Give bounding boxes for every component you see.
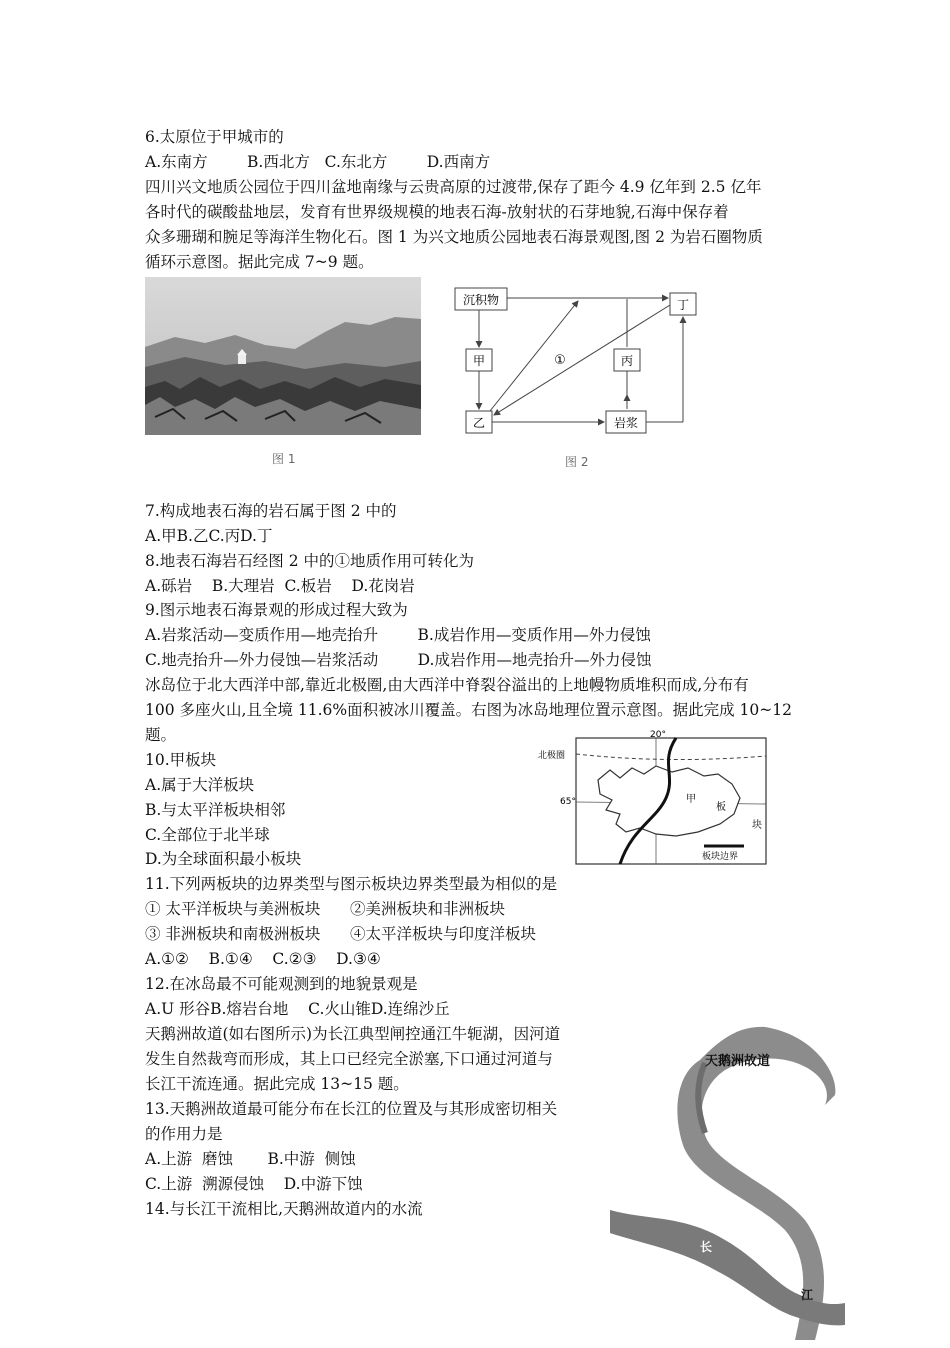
longitude-20-label: 20° [650,730,666,740]
q9-options-ab: A.岩浆活动—变质作用—地壳抬升 B.成岩作用—变质作用—外力侵蚀 [145,626,651,644]
q10-option-c: C.全部位于北半球 [145,826,270,844]
label-magma: 岩浆 [613,416,639,430]
q10-option-d: D.为全球面积最小板块 [145,850,302,868]
river-label-jiang: 江 [801,1288,814,1302]
q6-stem: 6.太原位于甲城市的 [145,128,284,146]
passage-line: 长江干流连通。据此完成 13~15 题。 [145,1075,409,1093]
figure-1-photo [145,277,421,439]
q12-stem: 12.在冰岛最不可能观测到的地貌景观是 [145,975,418,993]
label-sediment: 沉积物 [462,293,500,307]
figure-1-caption: 图 1 [272,452,296,466]
passage-line: 天鹅洲故道(如右图所示)为长江典型闸控通江牛轭湖，因河道 [145,1025,561,1043]
q10-option-b: B.与太平洋板块相邻 [145,801,286,819]
q8-options: A.砾岩 B.大理岩 C.板岩 D.花岗岩 [145,577,415,595]
q7-stem: 7.构成地表石海的岩石属于图 2 中的 [145,502,397,520]
q10-option-a: A.属于大洋板块 [145,776,255,794]
river-label-chang: 长 [700,1240,713,1254]
passage-line: 100 多座火山,且全境 11.6%面积被冰川覆盖。右图为冰岛地理位置示意图。据此完成 10~12 [145,701,792,719]
q11-stem: 11.下列两板块的边界类型与图示板块边界类型最为相似的是 [145,875,558,893]
plate-label-kuai: 块 [752,820,762,831]
passage-line: 循环示意图。据此完成 7~9 题。 [145,253,374,271]
plate-label-jia: 甲 [686,794,696,805]
arctic-circle-label: 北极圈 [538,751,566,761]
passage-line: 冰岛位于北大西洋中部,靠近北极圈,由大西洋中脊裂谷溢出的上地幔物质堆积而成,分布有 [145,676,749,694]
q11-choices-34: ③ 非洲板块和南极洲板块 ④太平洋板块与印度洋板块 [145,925,536,943]
q13-options-ab: A.上游 磨蚀 B.中游 侧蚀 [145,1150,356,1168]
legend-plate-boundary: 板块边界 [702,852,739,862]
iceland-map [538,728,770,872]
passage-line: 题。 [145,726,177,744]
passage-line: 各时代的碳酸盐地层，发育有世界级规模的地表石海-放射状的石芽地貌,石海中保存着 [145,203,729,221]
q7-options: A.甲B.乙C.丙D.丁 [145,527,273,545]
oxbow-lake-map [605,1015,845,1348]
q13-options-cd: C.上游 溯源侵蚀 D.中游下蚀 [145,1175,363,1193]
label-bing: 丙 [620,354,634,368]
label-ding: 丁 [676,298,690,312]
plate-label-ban: 板 [716,802,726,813]
figure-2-rock-cycle [450,283,705,447]
stone-sea-landscape-image [145,277,421,435]
q12-options: A.U 形谷B.熔岩台地 C.火山锥D.连绵沙丘 [145,1000,450,1018]
q9-options-cd: C.地壳抬升—外力侵蚀—岩浆活动 D.成岩作用—地壳抬升—外力侵蚀 [145,651,652,669]
q9-stem: 9.图示地表石海景观的形成过程大致为 [145,601,408,619]
passage-line: 四川兴文地质公园位于四川盆地南缘与云贵高原的过渡带,保存了距今 4.9 亿年到 2.5 亿年 [145,178,762,196]
q13-stem-cont: 的作用力是 [145,1125,223,1143]
passage-line: 发生自然裁弯而形成，其上口已经完全淤塞,下口通过河道与 [145,1050,553,1068]
q11-choices-12: ① 太平洋板块与美洲板块 ②美洲板块和非洲板块 [145,900,505,918]
q10-stem: 10.甲板块 [145,751,217,769]
label-yi: 乙 [472,416,486,430]
figure-2-caption: 图 2 [565,455,589,469]
q13-stem: 13.天鹅洲故道最可能分布在长江的位置及与其形成密切相关 [145,1100,558,1118]
q6-options: A.东南方 B.西北方 C.东北方 D.西南方 [145,153,491,171]
oxbow-title: 天鹅洲故道 [705,1054,771,1069]
q14-stem: 14.与长江干流相比,天鹅洲故道内的水流 [145,1200,423,1218]
q8-stem: 8.地表石海岩石经图 2 中的①地质作用可转化为 [145,552,475,570]
label-jia: 甲 [472,354,486,368]
passage-line: 众多珊瑚和腕足等海洋生物化石。图 1 为兴文地质公园地表石海景观图,图 2 为岩石圈物质 [145,228,763,246]
latitude-65-label: 65° [560,797,576,807]
q11-options: A.①② B.①④ C.②③ D.③④ [145,950,381,968]
label-process-1: ① [554,353,566,368]
